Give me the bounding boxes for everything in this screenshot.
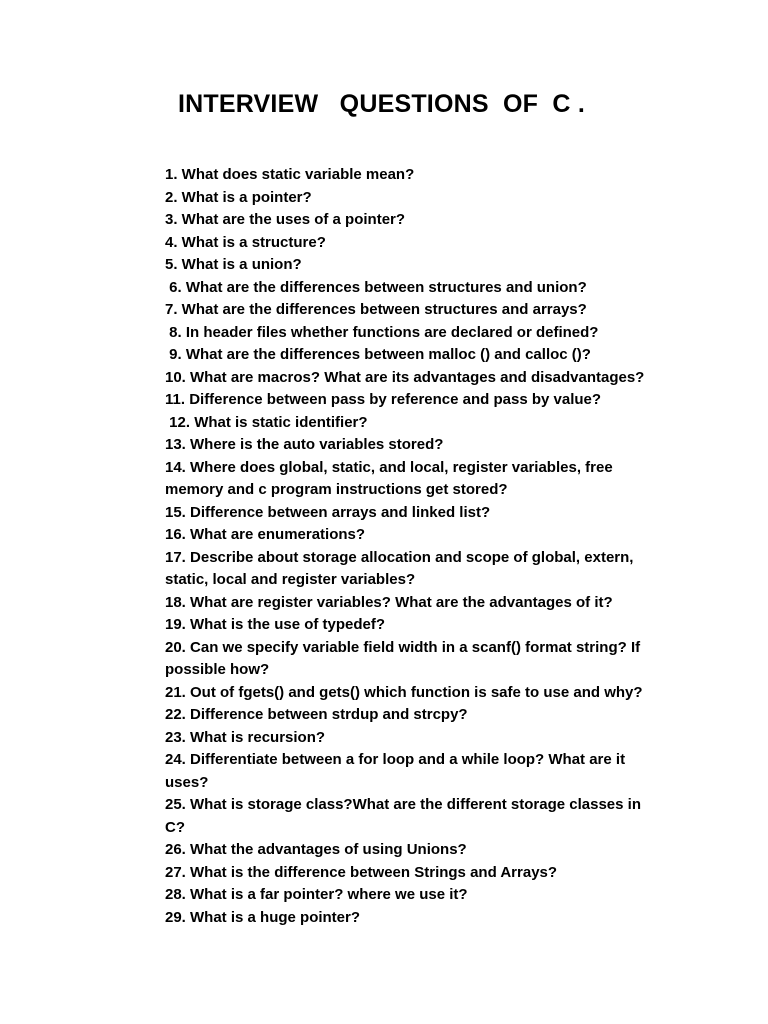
question-item: 29. What is a huge pointer? <box>165 908 361 926</box>
question-item: 19. What is the use of typedef? <box>165 616 386 633</box>
question-item: 11. Difference between pass by reference and pass by value? <box>165 391 602 408</box>
question-item: 14. Where does global, static, and local, register variables, free memory and c program instructions get stored? <box>165 458 613 498</box>
question-item: 23. What is recursion? <box>165 728 326 746</box>
question-item: 3. What are the uses of a pointer? <box>165 211 406 228</box>
question-item: 1. What does static variable mean? <box>165 166 415 183</box>
question-item: 8. In header files whether functions are declared or defined? <box>165 323 599 341</box>
question-item: 4. What is a structure? <box>165 233 326 251</box>
question-item: 12. What is static identifier? <box>165 413 368 431</box>
question-item: 21. Out of fgets() and gets() which function is safe to use and why? <box>165 683 643 701</box>
question-item: 18. What are register variables? What are the advantages of it? <box>165 593 613 611</box>
question-item: 10. What are macros? What are its advantages and disadvantages? <box>165 368 645 386</box>
question-item: 13. Where is the auto variables stored? <box>165 436 444 453</box>
question-item: 2. What is a pointer? <box>165 188 312 206</box>
question-item: 15. Difference between arrays and linked list? <box>165 503 491 521</box>
question-item: 24. Differentiate between a for loop and a while loop? What are it uses? <box>165 751 626 791</box>
page-title: INTERVIEW QUESTIONS OF C . <box>178 90 585 118</box>
question-item: 25. What is storage class?What are the different storage classes in C? <box>165 796 641 836</box>
question-item: 9. What are the differences between malloc () and calloc ()? <box>165 346 591 363</box>
question-item: 22. Difference between strdup and strcpy? <box>165 706 468 723</box>
question-item: 26. What the advantages of using Unions? <box>165 841 467 858</box>
question-item: 17. Describe about storage allocation and scope of global, extern, static, local and register variables? <box>165 548 634 588</box>
question-item: 5. What is a union? <box>165 256 302 273</box>
question-item: 28. What is a far pointer? where we use it? <box>165 886 468 903</box>
question-item: 7. What are the differences between structures and arrays? <box>165 301 587 318</box>
question-item: 6. What are the differences between structures and union? <box>165 278 587 296</box>
question-item: 27. What is the difference between Strings and Arrays? <box>165 863 558 881</box>
question-item: 16. What are enumerations? <box>165 526 366 543</box>
question-list <box>165 164 670 929</box>
question-item: 20. Can we specify variable field width in a scanf() format string? If possible how? <box>165 638 641 678</box>
